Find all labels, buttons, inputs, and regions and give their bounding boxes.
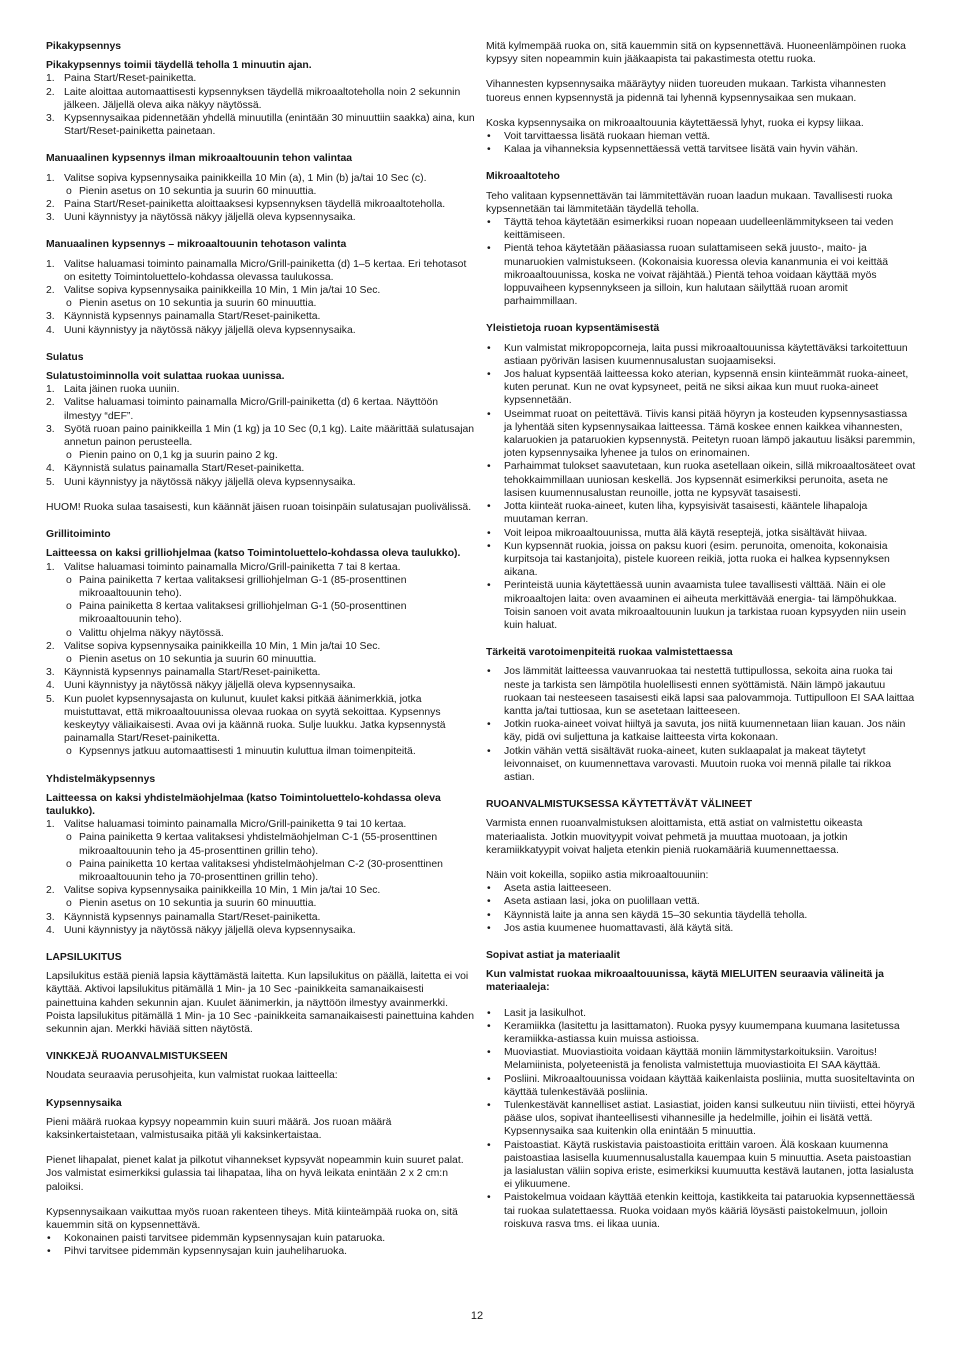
- list-item: • Aseta astiaan lasi, joka on puolillaan vettä.: [486, 895, 916, 908]
- step: 3. Uuni käynnistyy ja näytössä näkyy jäljellä oleva kypsennysaika.: [46, 212, 356, 224]
- list-item: • Täyttä tehoa käytetään esimerkiksi ruoan nopeaan uudelleenlämmitykseen tai veden keittämiseen.: [486, 216, 916, 242]
- grilli-title: Grillitoiminto: [46, 529, 111, 541]
- left-column: [46, 40, 476, 1259]
- kypsennysaika-title: Kypsennysaika: [46, 1097, 122, 1109]
- step: 2. Valitse sopiva kypsennysaika painikkeilla 10 Min, 1 Min ja/tai 10 Sec.: [46, 640, 381, 652]
- intro-p3: Koska kypsennysaika on mikroaaltouunia käytettäessä lyhyt, ruoka ei kypsy liikaa.: [486, 117, 864, 129]
- intro-bullets: [486, 130, 916, 156]
- step: 1. Valitse sopiva kypsennysaika painikkeilla 10 Min (a), 1 Min (b) ja/tai 10 Sec (c).: [46, 172, 427, 184]
- substep: o Paina painiketta 7 kertaa valitaksesi grilliohjelman G-1 (85-prosenttinen mikroaaltouunin teho).: [46, 574, 476, 600]
- list-item: • Posliini. Mikroaaltouunissa voidaan käyttää kaikenlaista posliinia, mutta suositeltavinta on käyttää tulenkestävää posliinia.: [486, 1073, 916, 1099]
- substep: o Paina painiketta 8 kertaa valitaksesi grilliohjelman G-1 (50-prosenttinen mikroaaltouunin teho).: [46, 600, 476, 626]
- list-item: • Kokonainen paisti tarvitsee pidemmän kypsennysajan kuin pataruoka.: [46, 1232, 476, 1245]
- mikroaaltoteho-text: Teho valitaan kypsennettävän tai lämmitettävän ruoan laadun mukaan. Tavallisesti ruoka kypsennetään tai lämmitetään täydellä teholla.: [486, 190, 893, 215]
- list-item: • Perinteistä uunia käytettäessä uunin avaamista tulee tavallisesti välttää. Näin ei ole mikroaaltojen laita: oven avaaminen ei aiheuta merkittävää energia- tai lämpöhukkaa. Toisin sanoen voit avata mikroaaltouunin luukun ja tarkistaa ruoan kypsyyden niin usein kuin haluat.: [486, 579, 916, 632]
- substep: o Valittu ohjelma näkyy näytössä.: [46, 627, 476, 640]
- substep: o Kypsennys jatkuu automaattisesti 1 minuutin kuluttua ilman toimenpiteitä.: [46, 745, 476, 758]
- pika-title: Pikakypsennys: [46, 41, 122, 52]
- substep: o Pienin asetus on 10 sekuntia ja suurin 60 minuuttia.: [46, 653, 476, 666]
- step: 3. Käynnistä kypsennys painamalla Start/Reset-painiketta.: [46, 667, 321, 679]
- yleistietoja-bullets: [486, 342, 916, 632]
- kypsennysaika-p2: Pienet lihapalat, pienet kalat ja pilkotut vihannekset kypsyvät nopeammin kuin suuret palat. Jos valmistat esimerkiksi gulassia tai lihapataa, liha on hyvä leikata enintään 2 x 2 cm:n paloiksi.: [46, 1155, 464, 1193]
- intro-p1: Mitä kylmempää ruoka on, sitä kauemmin sitä on kypsennettävä. Huoneenlämpöinen ruoka kypsyy siten nopeammin kuin jääkaapista tai pakastimesta otettu ruoka.: [486, 41, 906, 66]
- list-item: • Jos astia kuumenee huomattavasti, älä käytä sitä.: [486, 922, 916, 935]
- substep: o Pienin asetus on 10 sekuntia ja suurin 60 minuuttia.: [46, 185, 476, 198]
- step: 1. Laita jäinen ruoka uuniin.: [46, 384, 180, 396]
- list-item: • Kalaa ja vihanneksia kypsennettäessä vettä tarvitsee lisätä vain hyvin vähän.: [486, 143, 916, 156]
- sopivat-title: Sopivat astiat ja materiaalit: [486, 949, 620, 961]
- manual1-title: Manuaalinen kypsennys ilman mikroaaltouunin tehon valintaa: [46, 153, 353, 165]
- lapsilukitus-title: LAPSILUKITUS: [46, 951, 122, 963]
- list-item: • Aseta astia laitteeseen.: [486, 882, 916, 895]
- list-item: • Jotkin vähän vettä sisältävät ruoka-aineet, kuten suklaapalat ja makeat täytetyt leivonnaiset, on kuumennettava varovasti. Muutoin ruoka voi mennä pilalle tai rikkoa astian.: [486, 745, 916, 785]
- sulatus-note: HUOM! Ruoka sulaa tasaisesti, kun käännät jäisen ruoan toisinpäin sulatusajan puolivälissä.: [46, 501, 472, 513]
- valineet-p2: Näin voit kokeilla, sopiiko astia mikroaaltouuniin:: [486, 869, 709, 881]
- step: 2. Paina Start/Reset-painiketta aloittaaksesi kypsennyksen täydellä mikroaaltoteholla.: [46, 199, 446, 211]
- vinkkeja-title: VINKKEJÄ RUOANVALMISTUKSEEN: [46, 1051, 228, 1063]
- pika-subtitle: Pikakypsennys toimii täydellä teholla 1 minuutin ajan.: [46, 60, 312, 72]
- list-item: • Muoviastiat. Muoviastioita voidaan käyttää moniin lämmitystarkoituksiin. Varoitus! Melamiinista, polyeteenistä ja fenolista valmistettuja muoviastioita EI SAA käyttää.: [486, 1046, 916, 1072]
- step: 4. Uuni käynnistyy ja näytössä näkyy jäljellä oleva kypsennysaika.: [46, 924, 356, 936]
- sulatus-steps: [46, 383, 476, 489]
- grilli-subtitle: Laitteessa on kaksi grilliohjelmaa (katso Toimintoluettelo-kohdassa oleva taulukko).: [46, 548, 461, 560]
- pika-steps: [46, 72, 476, 138]
- step: 4. Käynnistä sulatus painamalla Start/Reset-painiketta.: [46, 463, 305, 475]
- substep: o Pienin paino on 0,1 kg ja suurin paino 2 kg.: [46, 449, 476, 462]
- step: 1. Valitse haluamasi toiminto painamalla Micro/Grill-painiketta 7 tai 8 kertaa.: [46, 561, 401, 573]
- varotoimet-title: Tärkeitä varotoimenpiteitä ruokaa valmistettaessa: [486, 647, 733, 659]
- manual1-steps: [46, 172, 476, 225]
- right-column: [486, 40, 916, 1231]
- sopivat-bullets: [486, 1007, 916, 1231]
- manual2-title: Manuaalinen kypsennys – mikroaaltouunin tehotason valinta: [46, 239, 347, 251]
- list-item: • Käynnistä laite ja anna sen käydä 15–30 sekuntia täydellä teholla.: [486, 909, 916, 922]
- list-item: • Voit tarvittaessa lisätä ruokaan hieman vettä.: [486, 130, 916, 143]
- mikroaaltoteho-title: Mikroaaltoteho: [486, 171, 560, 183]
- substep: o Pienin asetus on 10 sekuntia ja suurin 60 minuuttia.: [46, 897, 476, 910]
- list-item: • Jos haluat kypsentää laitteessa koko aterian, kypsennä ensin kiinteämmät ruoka-aineet, kuten perunat. Kun ne ovat kypsyneet, peitä ne siksi aikaa kun muut ruoka-aineet kypsennetään.: [486, 368, 916, 408]
- list-item: • Jotta kiinteät ruoka-aineet, kuten liha, kypsyisivät tasaisesti, kääntele lihapaloja muutaman kerran.: [486, 500, 916, 526]
- substep: o Paina painiketta 10 kertaa valitaksesi yhdistelmäohjelman C-2 (30-prosenttinen mikroaaltouunin teho ja 70-prosenttinen grillin teho).: [46, 858, 476, 884]
- list-item: • Lasit ja lasikulhot.: [486, 1007, 916, 1020]
- substep: o Paina painiketta 9 kertaa valitaksesi yhdistelmäohjelman C-1 (55-prosenttinen mikroaaltouunin teho ja 45-prosenttinen grillin teho).: [46, 831, 476, 857]
- manual2-steps: [46, 258, 476, 337]
- step: 4. Uuni käynnistyy ja näytössä näkyy jäljellä oleva kypsennysaika.: [46, 680, 356, 692]
- step: 1. Valitse haluamasi toiminto painamalla Micro/Grill-painiketta 9 tai 10 kertaa.: [46, 819, 407, 831]
- step: 2. Valitse sopiva kypsennysaika painikkeilla 10 Min, 1 Min ja/tai 10 Sec.: [46, 885, 381, 897]
- list-item: • Paistoastiat. Käytä ruskistavia paistoastioita erittäin varoen. Älä koskaan kuumenna paistoastiaa lasisella kuumennusalustalla kauempaa kuin 5 minuuttia. Aseta paistoastian ja lasialustan väliin sopiva eriste, esimerkiksi kuumuutta kestävä lautanen, jotta lasialusta ei ylikuumene.: [486, 1139, 916, 1192]
- step: 3. Syötä ruoan paino painikkeilla 1 Min (1 kg) ja 10 Sec (0,1 kg). Laite määrittää sulatusajan annetun painon perusteella.: [46, 423, 475, 449]
- step: 5. Kun puolet kypsennysajasta on kulunut, kuulet kaksi pitkää äänimerkkiä, jotka muistuttavat, että mikroaaltouunissa olevaa ruokaa on syytä sekoittaa. Kypsennys keskeytyy väliaikaisesti. Avaa ovi ja käännä ruoka. Sulje luukku. Jatka kypsennystä painamalla Start/Reset-painiketta.: [46, 693, 446, 745]
- list-item: • Useimmat ruoat on peitettävä. Tiivis kansi pitää höyryn ja kosteuden kypsennysastiassa ja lyhentää siten kypsennysaikaa laitteessa. Tämä koskee ennen kaikkea vihannesten, kalaruokien ja pataruokien kypsennystä. Peitetyn ruoan lämpö jakautuu lisäksi paremmin, joten kypsennysaika lyhenee ja tulos on erinomainen.: [486, 408, 916, 461]
- sopivat-subtitle: Kun valmistat ruokaa mikroaaltouunissa, käytä MIELUITEN seuraavia välineitä ja materiaaleja:: [486, 969, 884, 994]
- step: 4. Uuni käynnistyy ja näytössä näkyy jäljellä oleva kypsennysaika.: [46, 324, 356, 336]
- valineet-bullets: [486, 882, 916, 935]
- yhdistelma-subtitle: Laitteessa on kaksi yhdistelmäohjelmaa (katso Toimintoluettelo-kohdassa oleva taulukko).: [46, 792, 441, 817]
- step: 3. Kypsennysaikaa pidennetään yhdellä minuutilla (enintään 30 minuuttiin saakka) aina, kun Start/Reset-painiketta painetaan.: [46, 113, 475, 138]
- step: 2. Valitse haluamasi toiminto painamalla Micro/Grill-painiketta (d) 6 kertaa. Näyttöön ilmestyy “dEF”.: [46, 397, 439, 422]
- list-item: • Keramiikka (lasitettu ja lasittamaton). Ruoka pysyy kuumempana kuumana lasitetussa keramiikka-astiassa kuin muissa astioissa.: [486, 1020, 916, 1046]
- kypsennysaika-p1: Pieni määrä ruokaa kypsyy nopeammin kuin suuri määrä. Jos ruoan määrä kaksinkertaistetaan, valmistusaika pitää yli kaksinkertaistaa.: [46, 1116, 392, 1142]
- yleistietoja-title: Yleistietoja ruoan kypsentämisestä: [486, 323, 660, 335]
- list-item: • Jotkin ruoka-aineet voivat hiiltyä ja savuta, jos niitä kuumennetaan liian kauan. Jos näin käy, pidä ovi suljettuna ja katkaise laitteesta virta kokonaan.: [486, 718, 916, 744]
- step: 1. Valitse haluamasi toiminto painamalla Micro/Grill-painiketta (d) 1–5 kertaa. Eri tehotasot on esitetty Toimintoluettelo-kohdassa olevassa taulukossa.: [46, 258, 467, 283]
- sulatus-subtitle: Sulatustoiminnolla voit sulattaa ruokaa uunissa.: [46, 371, 285, 383]
- substep: o Pienin asetus on 10 sekuntia ja suurin 60 minuuttia.: [46, 297, 476, 310]
- step: 1. Paina Start/Reset-painiketta.: [46, 73, 197, 85]
- valineet-p1: Varmista ennen ruoanvalmistuksen aloittamista, että astiat on valmistettu oikeasta materiaalista. Jotkin muovityypit voivat pehmetä ja muuttaa muotoaan, ja jotkin keramiikkatyypit voivat haljeta etenkin pieniä ruokamääriä kuumennettaessa.: [486, 818, 863, 856]
- list-item: • Voit leipoa mikroaaltouunissa, mutta älä käytä reseptejä, jotka sisältävät hiivaa.: [486, 527, 916, 540]
- list-item: • Tulenkestävät kannelliset astiat. Lasiastiat, joiden kansi sulkeutuu niin tiiviisti, ettei höyryä pääse ulos, sopivat ihanteellisesti vihannesille ja hedelmille, joihin ei lisätä vettä. Kypsennysaika saa kuitenkin olla enintään 5 minuuttia.: [486, 1099, 916, 1139]
- yhdistelma-steps: [46, 818, 476, 937]
- step: 2. Valitse sopiva kypsennysaika painikkeilla 10 Min, 1 Min ja/tai 10 Sec.: [46, 285, 381, 297]
- list-item: • Kun valmistat mikropopcorneja, laita pussi mikroaaltouunissa käytettäväksi tarkoitettuun astiaan pyörivän lasisen kuumennusalustan suojaamiseksi.: [486, 342, 916, 368]
- list-item: • Parhaimmat tulokset saavutetaan, kun ruoka asetellaan oikein, sillä mikroaaltosäteet ovat tehokkaimmillaan uuniosan keskellä. Jos kypsennät esimerkiksi perunoita, aseta ne lasisen kuumennusalustan reunoille, jotta ne kypsyvät tasaisesti.: [486, 460, 916, 500]
- step: 3. Käynnistä kypsennys painamalla Start/Reset-painiketta.: [46, 911, 321, 923]
- kypsennysaika-p3: Kypsennysaikaan vaikuttaa myös ruoan rakenteen tiheys. Mitä kiinteämpää ruoka on, sitä kauemmin sitä on kypsennettävä.: [46, 1206, 458, 1232]
- mikroaaltoteho-bullets: [486, 216, 916, 308]
- intro-p2: Vihannesten kypsennysaika määräytyy niiden tuoreuden mukaan. Tarkista vihannesten tuoreus ennen kypsennystä ja pidennä tai lyhennä kypsennysaikaa sen mukaan.: [486, 79, 886, 104]
- list-item: • Pientä tehoa käytetään pääasiassa ruoan sulattamiseen sekä juusto-, maito- ja munaruokien valmistukseen. (Kokonaisia kuoressa olevia kananmunia ei voi keittää mikroaaltouunissa, koska ne voivat räjähtää.) Pientä tehoa voidaan käyttää myös loppuvaiheen kypsennykseen ja silloin, kun halutaan säilyttää ruoan aromit parhaimmillaan.: [486, 242, 916, 308]
- varotoimet-bullets: [486, 665, 916, 784]
- vinkkeja-intro: Noudata seuraavia perusohjeita, kun valmistat ruokaa laitteella:: [46, 1070, 338, 1082]
- list-item: • Paistokelmua voidaan käyttää etenkin keittoja, kastikkeita tai pataruokia kypsennettäessä tai ruokaa sulatettaessa. Ruoka voidaan myös kääriä löysästi paistokelmuun, jolloin roiskuva rasva tms. ei likaa uunia.: [486, 1191, 916, 1231]
- list-item: • Jos lämmität laitteessa vauvanruokaa tai nestettä tuttipullossa, sekoita aina ruoka tai neste ja tarkista sen lämpötila huolellisesti ennen syöttämistä. Näin lämpö jakautuu ruokaan tai nesteeseen tasaisesti eikä lapsi saa palovammoja. Tuttipulloon EI SAA laittaa kantta ja/tai tuttiosaa, kun se asetetaan laitteeseen.: [486, 665, 916, 718]
- kypsennysaika-bullets: [46, 1232, 476, 1258]
- list-item: • Pihvi tarvitsee pidemmän kypsennysajan kuin jauheliharuoka.: [46, 1245, 476, 1258]
- step: 3. Käynnistä kypsennys painamalla Start/Reset-painiketta.: [46, 311, 321, 323]
- page-number: 12: [470, 1310, 484, 1322]
- step: 5. Uuni käynnistyy ja näytössä näkyy jäljellä oleva kypsennysaika.: [46, 476, 356, 488]
- valineet-title: RUOANVALMISTUKSESSA KÄYTETTÄVÄT VÄLINEET: [486, 799, 753, 811]
- lapsilukitus-text: Lapsilukitus estää pieniä lapsia käyttämästä laitetta. Kun lapsilukitus on päällä, laitetta ei voi käyttää. Aktivoi lapsilukitus pitämällä 1 Min- ja 10 Sec -painikkeita samanaikaisesti painettuina kahden sekunnin ajan. Kuulet äänimerkin, ja näyttöön ilmestyy avainmerkki. Poista lapsilukitus pitämällä 1 Min- ja 10 Sec -painikkeita samanaikaisesti painettuina kahden sekunnin ajan. Merkki häviää sitten näytöstä.: [46, 971, 474, 1035]
- sulatus-title: Sulatus: [46, 351, 84, 363]
- list-item: • Kun kypsennät ruokia, joissa on paksu kuori (esim. perunoita, omenoita, kokonaisia kurpitsoja tai kastanjoita), pistele kuoreen reikiä, jotta ruoka ei halkea kypsennyksen aikana.: [486, 540, 916, 580]
- grilli-steps: [46, 561, 476, 759]
- step: 2. Laite aloittaa automaattisesti kypsennyksen täydellä mikroaaltoteholla noin 2 sekunnin jälkeen. Jäljellä oleva aika näkyy näytössä.: [46, 86, 461, 111]
- yhdistelma-title: Yhdistelmäkypsennys: [46, 773, 156, 785]
